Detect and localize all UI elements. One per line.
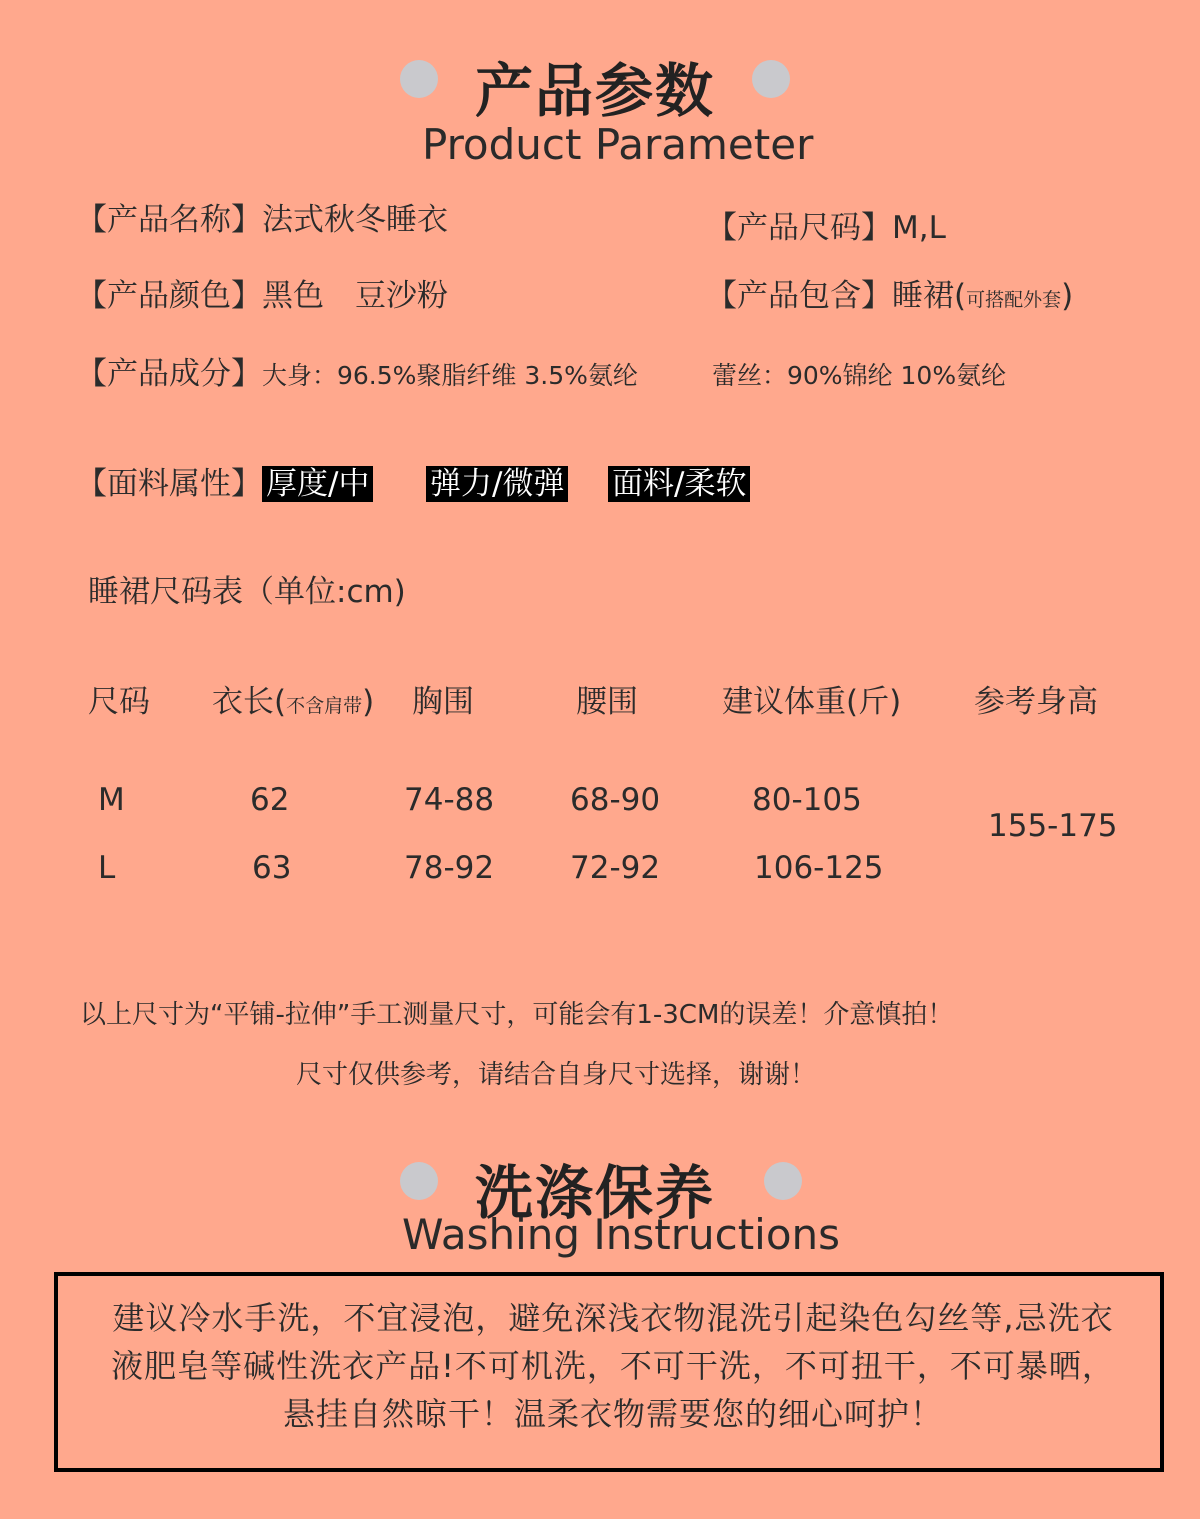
- size-value: M,L: [892, 210, 946, 246]
- washing-title-en: Washing Instructions: [402, 1210, 841, 1259]
- header-length: [212, 676, 374, 721]
- table-cell-weight: 106-125: [754, 850, 884, 886]
- table-cell-waist: 68-90: [570, 782, 661, 818]
- header-waist: 腰围: [576, 684, 638, 720]
- table-cell-size: L: [98, 850, 116, 886]
- table-cell-height: 155-175: [988, 808, 1118, 844]
- size-row: [706, 202, 946, 247]
- washing-instructions-box: [54, 1272, 1164, 1472]
- header-weight: 建议体重(斤): [722, 684, 902, 720]
- composition-lace: 蕾丝：90%锦纶 10%氨纶: [712, 361, 1007, 390]
- size-table-caption: 睡裙尺码表（单位:cm): [88, 574, 406, 610]
- fabric-tag-elasticity: 弹力/微弹: [426, 466, 568, 502]
- table-cell-waist: 72-92: [570, 850, 661, 886]
- header-length-note: 不含肩带: [286, 695, 363, 717]
- fabric-tag-softness: 面料/柔软: [608, 466, 750, 502]
- fabric-label: 【面料属性】: [76, 466, 262, 502]
- decor-dot-left: [400, 60, 438, 98]
- fabric-tag-softness-wrap: [608, 458, 750, 503]
- contents-row: [706, 270, 1073, 315]
- decor-dot-right: [752, 60, 790, 98]
- size-label: 【产品尺码】: [706, 210, 892, 246]
- header-chest: 胸围: [412, 684, 474, 720]
- decor-dot-left: [400, 1162, 438, 1200]
- washing-title-cn: 洗涤保养: [475, 1159, 716, 1227]
- header-length-close: ): [362, 684, 375, 720]
- composition-label: 【产品成分】: [76, 356, 262, 392]
- contents-value: 睡裙(: [892, 278, 967, 314]
- contents-close: ): [1061, 278, 1074, 314]
- contents-label: 【产品包含】: [706, 278, 892, 314]
- composition-body: 大身：96.5%聚脂纤维 3.5%氨纶: [262, 361, 638, 390]
- fabric-tag-thickness: 厚度/中: [262, 466, 373, 502]
- table-cell-size: M: [98, 782, 125, 818]
- note-line-2: 尺寸仅供参考，请结合自身尺寸选择，谢谢！: [296, 1060, 817, 1090]
- name-value: 法式秋冬睡衣: [262, 202, 448, 238]
- header-height: 参考身高: [974, 684, 1098, 720]
- note-line-1: 以上尺寸为“平铺-拉伸”手工测量尺寸，可能会有1-3CM的误差！介意慎拍！: [80, 1000, 954, 1030]
- fabric-row: [76, 458, 373, 503]
- header-size: 尺码: [88, 684, 150, 720]
- color-value: 黑色 豆沙粉: [262, 278, 448, 314]
- table-cell-chest: 74-88: [404, 782, 495, 818]
- washing-instructions-text: 建议冷水手洗，不宜浸泡，避免深浅衣物混洗引起染色勾丝等,忌洗衣液肥皂等碱性洗衣产品!不可机洗，不可干洗，不可扭干，不可暴晒，悬挂自然晾干！温柔衣物需要您的细心呵护！: [111, 1299, 1115, 1433]
- table-cell-length: 63: [252, 850, 292, 886]
- table-cell-chest: 78-92: [404, 850, 495, 886]
- contents-note: 可搭配外套: [966, 289, 1062, 311]
- color-label: 【产品颜色】: [76, 278, 262, 314]
- params-title-en: Product Parameter: [422, 120, 814, 169]
- table-cell-weight: 80-105: [752, 782, 862, 818]
- fabric-tag-elasticity-wrap: [426, 458, 568, 503]
- header-length-label: 衣长(: [212, 684, 287, 720]
- name-row: [76, 194, 448, 239]
- decor-dot-right: [764, 1162, 802, 1200]
- color-row: [76, 270, 448, 315]
- table-cell-length: 62: [250, 782, 290, 818]
- composition-row: [76, 348, 638, 393]
- name-label: 【产品名称】: [76, 202, 262, 238]
- params-title-cn: 产品参数: [475, 57, 716, 125]
